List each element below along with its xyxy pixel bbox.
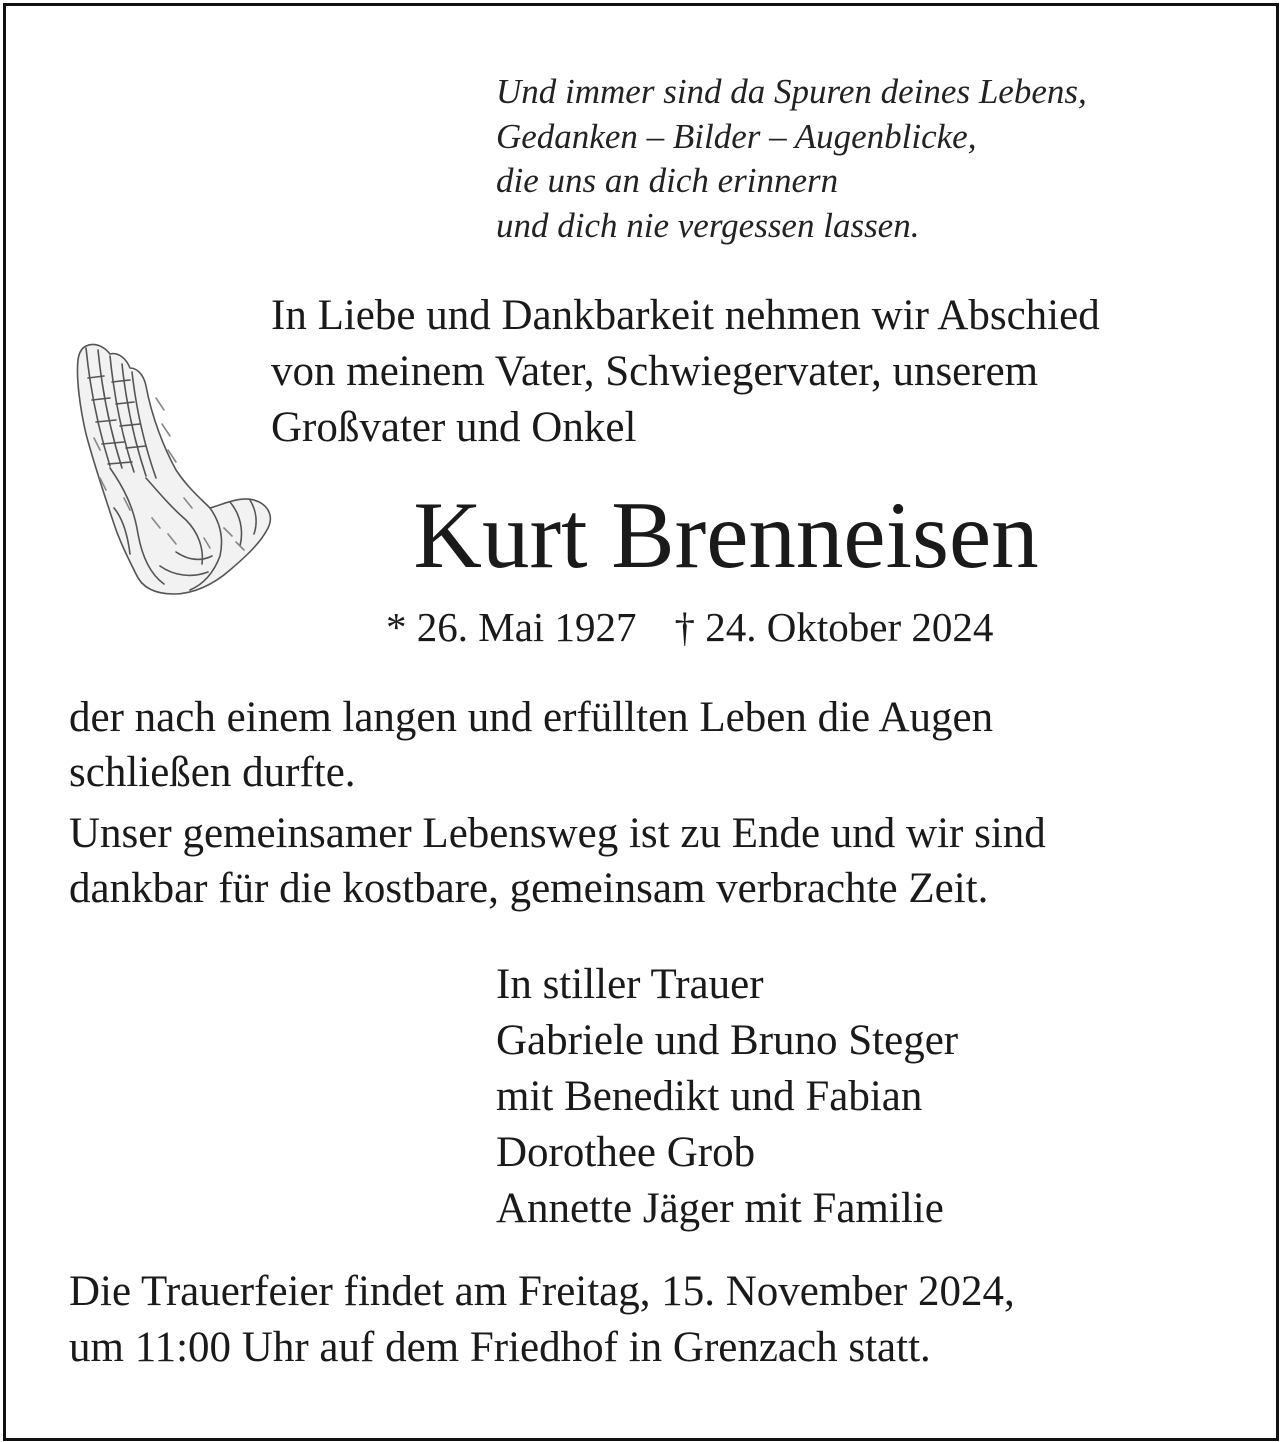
message-paragraph (69, 806, 1046, 916)
poem-line: die uns an dich erinnern (496, 161, 839, 200)
life-dates (386, 601, 993, 653)
message-line: dankbar für die kostbare, gemeinsam verbrachte Zeit. (69, 865, 989, 912)
ceremony-info (69, 1264, 1015, 1376)
intro-line: In Liebe und Dankbarkeit nehmen wir Abschied (271, 292, 1100, 339)
death-date: † 24. Oktober 2024 (674, 604, 994, 650)
mourner-name: mit Benedikt und Fabian (496, 1073, 923, 1120)
mourners-list (496, 957, 958, 1237)
intro-line: von meinem Vater, Schwiegervater, unserem (271, 348, 1039, 395)
intro-line: Großvater und Onkel (271, 404, 637, 451)
message-line: der nach einem langen und erfüllten Leben die Augen (69, 694, 994, 741)
mourner-name: Annette Jäger mit Familie (496, 1185, 944, 1232)
farewell-intro (271, 288, 1100, 456)
ceremony-line: Die Trauerfeier findet am Freitag, 15. November 2024, (69, 1268, 1015, 1315)
mourner-name: Gabriele und Bruno Steger (496, 1017, 959, 1064)
poem-line: Gedanken – Bilder – Augenblicke, (496, 116, 977, 156)
mourner-name: Dorothee Grob (496, 1129, 756, 1176)
deceased-name: Kurt Brenneisen (413, 482, 1039, 588)
ceremony-line: um 11:00 Uhr auf dem Friedhof in Grenzach statt. (69, 1324, 931, 1371)
memorial-poem (496, 70, 1087, 248)
obituary-message (69, 690, 1046, 922)
poem-line: und dich nie vergessen lassen. (496, 205, 920, 245)
message-line: Unser gemeinsamer Lebensweg ist zu Ende und wir sind (69, 810, 1046, 857)
mourners-heading: In stiller Trauer (496, 961, 764, 1008)
birth-date: * 26. Mai 1927 (386, 604, 637, 650)
message-paragraph (69, 690, 1046, 800)
message-line: schließen durfte. (69, 749, 356, 796)
poem-line: Und immer sind da Spuren deines Lebens, (496, 72, 1087, 111)
